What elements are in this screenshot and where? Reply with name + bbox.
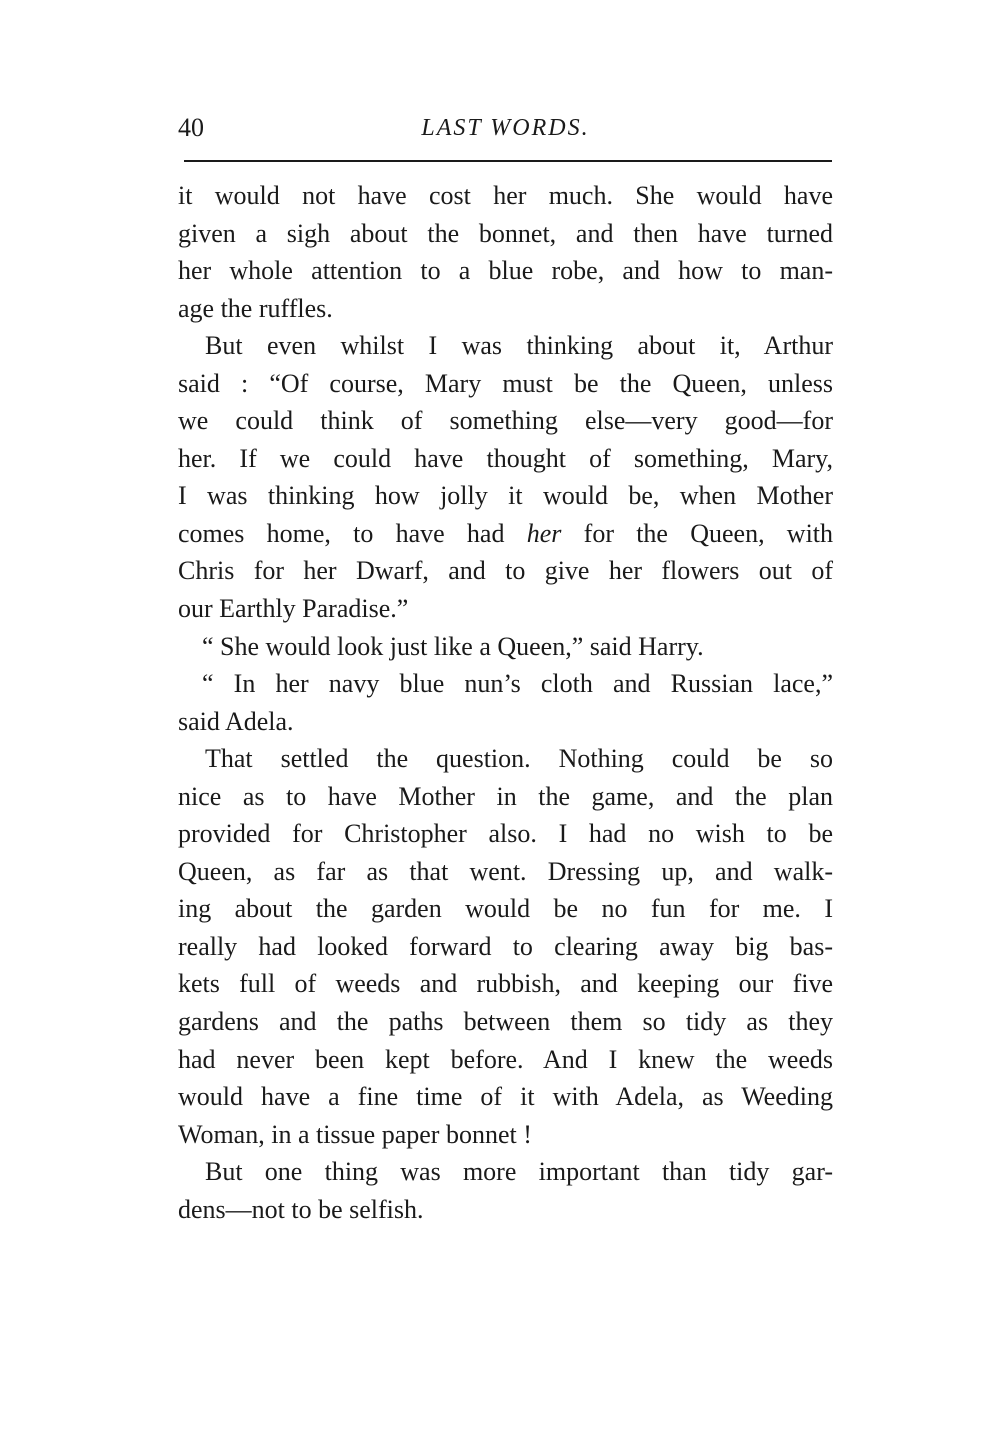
text-line: Queen, as far as that went. Dressing up, and walk- (178, 856, 833, 886)
text-line: we could think of something else—very good—for (178, 406, 833, 436)
text-line: “ In her navy blue nun’s cloth and Russian lace,” (202, 669, 833, 699)
text-line: it would not have cost her much. She would have (178, 181, 833, 210)
body-text (178, 177, 833, 1228)
header-rule (184, 160, 832, 162)
text-line: But even whilst I was thinking about it, Arthur (205, 331, 833, 361)
text-line: said Adela. (178, 706, 294, 736)
text-line: really had looked forward to clearing away big bas- (178, 931, 833, 961)
text-line: would have a fine time of it with Adela, as Weeding (178, 1082, 833, 1112)
text-line: given a sigh about the bonnet, and then have turned (178, 218, 833, 248)
running-title: LAST WORDS. (421, 115, 590, 141)
italic-word: her (526, 518, 562, 548)
page-number: 40 (178, 113, 204, 142)
text-line: her. If we could have thought of something, Mary, (178, 443, 833, 473)
text-line: had never been kept before. And I knew the weeds (178, 1044, 833, 1074)
page-header (178, 108, 833, 148)
text-line: Woman, in a tissue paper bonnet ! (178, 1119, 532, 1149)
text-line: dens—not to be selfish. (178, 1194, 424, 1224)
text-line: provided for Christopher also. I had no wish to be (178, 819, 833, 849)
text-line: said : “Of course, Mary must be the Queen, unless (178, 368, 833, 398)
text-line: Chris for her Dwarf, and to give her flowers out of (178, 556, 833, 586)
text-line: ing about the garden would be no fun for me. I (178, 894, 833, 924)
text-line: gardens and the paths between them so tidy as they (178, 1007, 833, 1037)
text-line: nice as to have Mother in the game, and the plan (178, 781, 833, 811)
text-line (178, 515, 833, 553)
text-segment: comes home, to have had (178, 518, 505, 548)
text-line: age the ruffles. (178, 293, 333, 323)
text-line: That settled the question. Nothing could be so (205, 744, 833, 774)
text-line: I was thinking how jolly it would be, when Mother (178, 481, 833, 511)
text-line: But one thing was more important than tidy gar- (205, 1157, 833, 1187)
text-line: our Earthly Paradise.” (178, 594, 409, 624)
text-segment: for the Queen, with (583, 518, 834, 548)
text-line: “ She would look just like a Queen,” said Harry. (202, 631, 704, 661)
text-line: kets full of weeds and rubbish, and keeping our five (178, 969, 833, 999)
text-line: her whole attention to a blue robe, and how to man- (178, 256, 833, 286)
